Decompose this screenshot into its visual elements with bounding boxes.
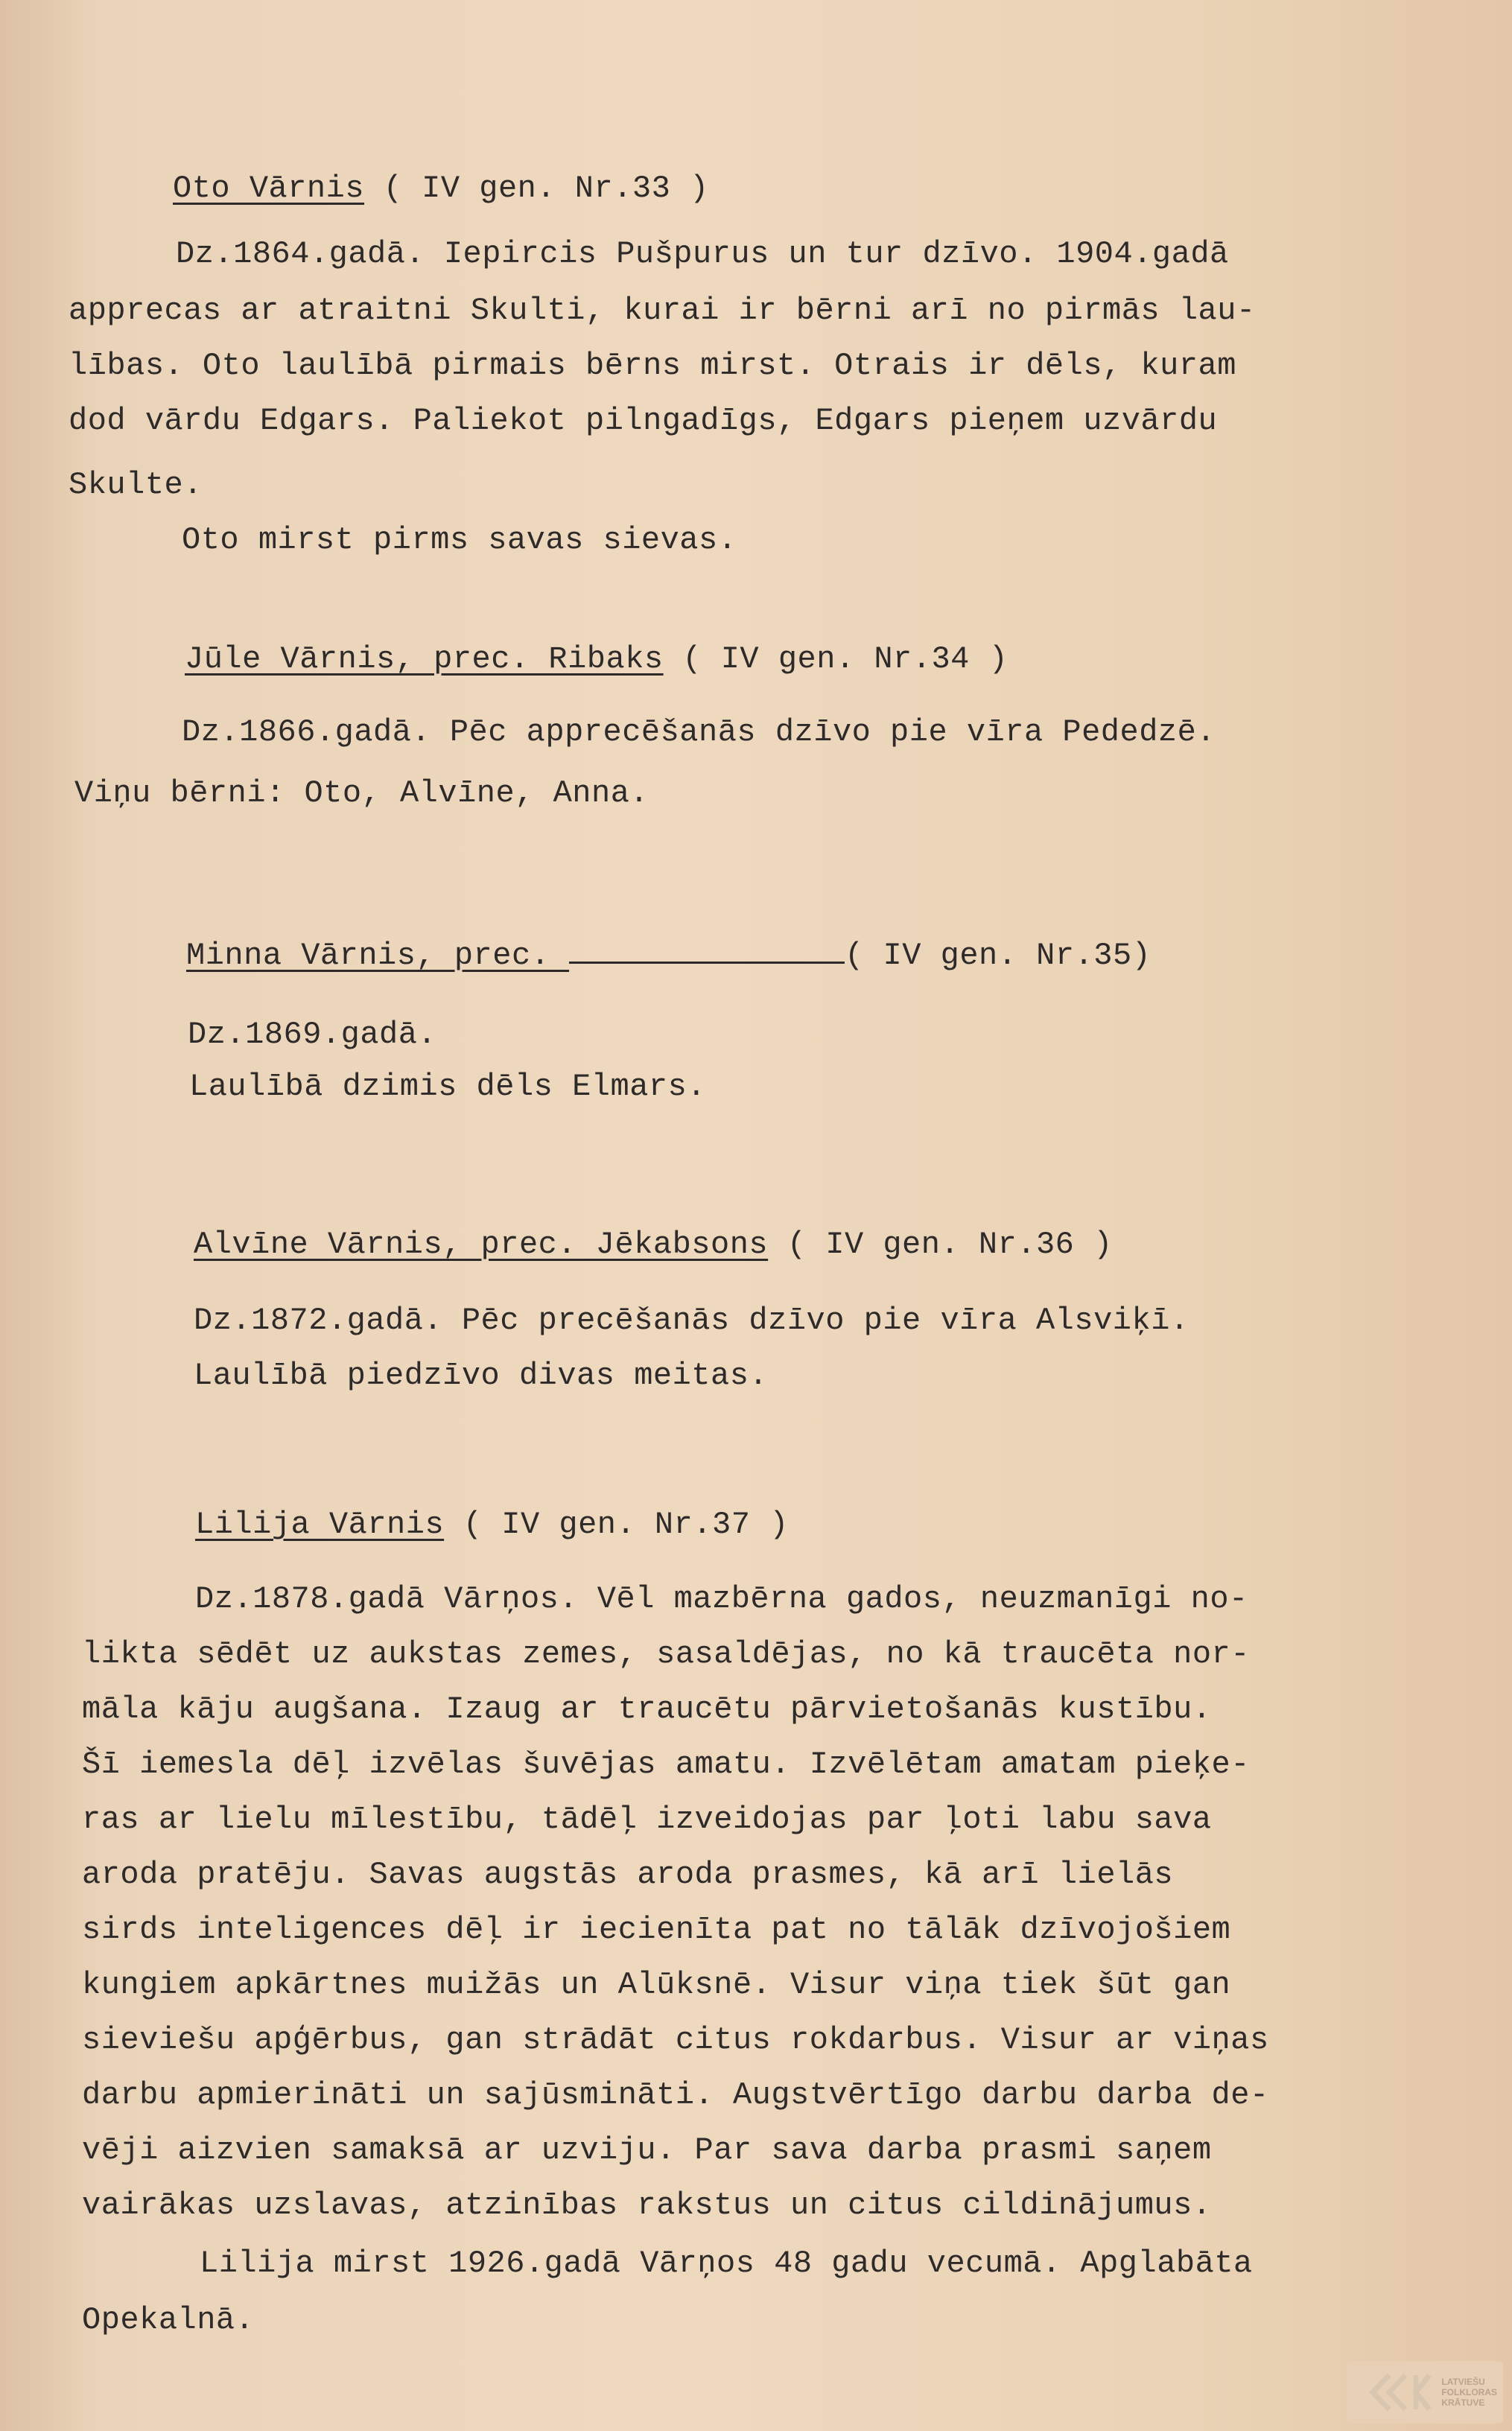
entry-heading-oto <box>173 170 709 207</box>
blank-underline <box>569 939 845 964</box>
paragraph-line: vairākas uzslavas, atzinības rakstus un citus cildinājumus. <box>82 2187 1212 2223</box>
paragraph-line: sirds inteligences dēļ ir iecienīta pat no tālāk dzīvojošiem <box>82 1912 1231 1948</box>
paragraph-line: dod vārdu Edgars. Paliekot pilngadīgs, Edgars pieņem uzvārdu <box>69 403 1218 439</box>
heading-generation: ( IV gen. Nr.33 ) <box>364 171 709 206</box>
paragraph-line: aroda pratēju. Savas augstās aroda prasmes, kā arī lielās <box>82 1857 1174 1893</box>
paragraph-line: vēji aizvien samaksā ar uzviju. Par sava darba prasmi saņem <box>82 2132 1212 2168</box>
archive-name-line: LATVIEŠU <box>1441 2377 1485 2387</box>
entry-heading-jule <box>185 641 1008 678</box>
paragraph-line: Dz.1864.gadā. Iepircis Pušpurus un tur dzīvo. 1904.gadā <box>176 236 1229 272</box>
heading-generation: ( IV gen. Nr.35) <box>845 938 1152 973</box>
heading-name: Lilija Vārnis <box>195 1507 445 1542</box>
paragraph-line: Šī iemesla dēļ izvēlas šuvējas amatu. Izvēlētam amatam pieķe- <box>82 1747 1250 1782</box>
paragraph-line: Oto mirst pirms savas sievas. <box>182 522 737 558</box>
archive-watermark <box>1347 2361 1503 2424</box>
archive-name-line: KRĀTUVE <box>1441 2397 1485 2408</box>
paragraph-line: Lilija mirst 1926.gadā Vārņos 48 gadu vecumā. Apglabāta <box>200 2246 1253 2281</box>
paragraph-line: apprecas ar atraitni Skulti, kurai ir bērni arī no pirmās lau- <box>69 293 1256 328</box>
paragraph-line: Laulībā piedzīvo divas meitas. <box>194 1358 769 1394</box>
entry-heading-alvine <box>194 1226 1113 1263</box>
paragraph-line: Dz.1866.gadā. Pēc apprecēšanās dzīvo pie vīra Pededzē. <box>182 714 1216 750</box>
heading-name: Minna Vārnis, prec. <box>186 938 570 973</box>
paragraph-line: Opekalnā. <box>82 2302 255 2338</box>
heading-name: Oto Vārnis <box>173 171 365 206</box>
archive-logo-icon <box>1367 2372 1434 2412</box>
paragraph-line: Skulte. <box>69 467 203 503</box>
paragraph-line: lības. Oto laulībā pirmais bērns mirst. Otrais ir dēls, kuram <box>69 348 1236 384</box>
paragraph-line: māla kāju augšana. Izaug ar traucētu pārvietošanās kustību. <box>82 1691 1212 1727</box>
paragraph-line: kungiem apkārtnes muižās un Alūksnē. Visur viņa tiek šūt gan <box>82 1967 1231 2003</box>
paragraph-line: likta sēdēt uz aukstas zemes, sasaldējas, no kā traucēta nor- <box>82 1636 1250 1672</box>
archive-name <box>1441 2377 1497 2408</box>
entry-heading-minna <box>186 937 1151 974</box>
heading-name: Jūle Vārnis, prec. Ribaks <box>185 641 664 677</box>
paragraph-line: sieviešu apģērbus, gan strādāt citus rokdarbus. Visur ar viņas <box>82 2022 1269 2058</box>
paragraph-line: Laulībā dzimis dēls Elmars. <box>189 1069 707 1105</box>
heading-generation: ( IV gen. Nr.34 ) <box>663 641 1008 677</box>
paragraph-line: ras ar lielu mīlestību, tādēļ izveidojas par ļoti labu sava <box>82 1802 1212 1837</box>
heading-generation: ( IV gen. Nr.37 ) <box>444 1507 789 1542</box>
paragraph-line: Dz.1878.gadā Vārņos. Vēl mazbērna gados, neuzmanīgi no- <box>195 1581 1248 1617</box>
archive-name-line: FOLKLORAS <box>1441 2387 1497 2397</box>
heading-name: Alvīne Vārnis, prec. Jēkabsons <box>194 1227 769 1262</box>
paragraph-line: Viņu bērni: Oto, Alvīne, Anna. <box>74 775 649 811</box>
paragraph-line: darbu apmierināti un sajūsmināti. Augstvērtīgo darbu darba de- <box>82 2077 1269 2113</box>
paragraph-line: Dz.1872.gadā. Pēc precēšanās dzīvo pie vīra Alsviķī. <box>194 1303 1189 1338</box>
heading-generation: ( IV gen. Nr.36 ) <box>768 1227 1113 1262</box>
entry-heading-lilija <box>195 1506 789 1543</box>
paragraph-line: Dz.1869.gadā. <box>188 1017 437 1052</box>
